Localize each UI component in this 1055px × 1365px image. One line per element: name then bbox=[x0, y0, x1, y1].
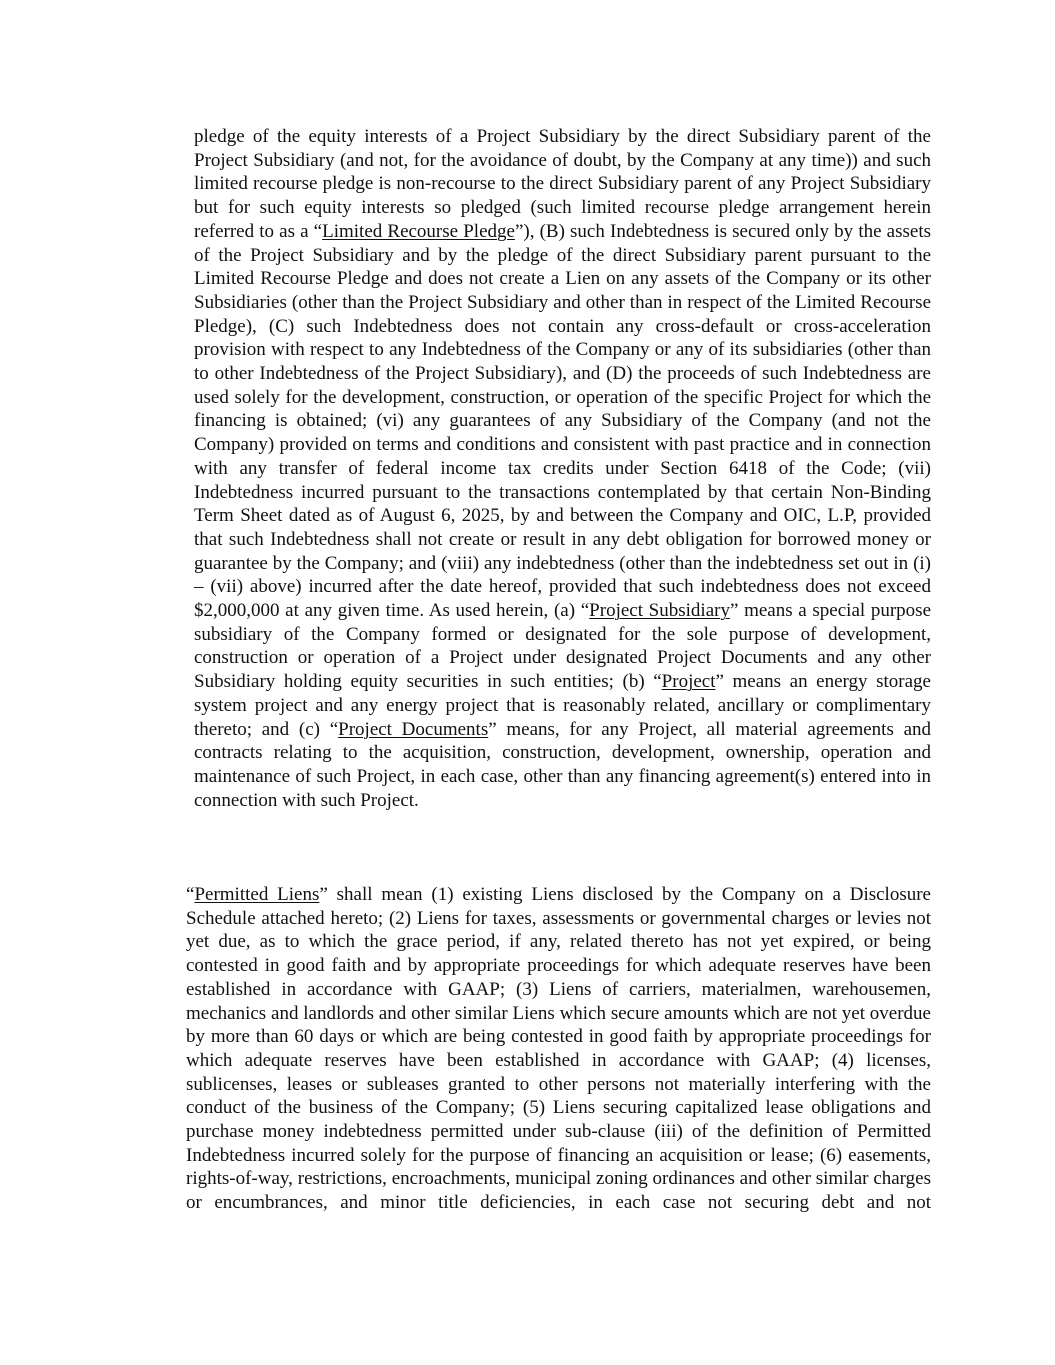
text-segment: ” means, for any Project, all material agreements and contracts relating to the acquisition, construction, development, ownership, operation and maintenance of such Project, in each case, other than any financing agreement(s) entered into in connection with such Project. bbox=[194, 718, 932, 811]
paragraph-permitted-liens bbox=[186, 883, 931, 1215]
defined-term-limited-recourse-pledge: Limited Recourse Pledge bbox=[322, 220, 515, 242]
defined-term-project-documents: Project Documents bbox=[338, 718, 489, 740]
defined-term-project-subsidiary: Project Subsidiary bbox=[589, 600, 730, 622]
defined-term-project: Project bbox=[661, 671, 716, 693]
paragraph-permitted-indebtedness-continuation bbox=[194, 125, 931, 812]
text-segment: ” means a special purpose subsidiary of the Company formed or designated for the sole purpose of development, construction or operation of a Project under designated Project Documents and any other Subsidiary holding equity securities in such entities; (b) “ bbox=[194, 600, 931, 693]
text-segment: pledge of the equity interests of a Project Subsidiary by the direct Subsidiary parent of the Project Subsidiary (and not, for the avoidance of doubt, by the Company at any time)) and such limited recourse pledge is non-recourse to the direct Subsidiary parent of any Project Subsidiary but for such equity interests so pledged (such limited recourse pledge arrangement herein referred to as a “ bbox=[194, 126, 931, 242]
text-segment: ”), (B) such Indebtedness is secured only by the assets of the Project Subsidiary and by the pledge of the direct Subsidiary parent pursuant to the Limited Recourse Pledge and does not create a Lien on any assets of the Company or its other Subsidiaries (other than the Project Subsidiary and other than in respect of the Limited Recourse Pledge), (C) such Indebtedness does not contain any cross-default or cross-acceleration provision with respect to any Indebtedness of the Company or any of its subsidiaries (other than to other Indebtedness of the Project Subsidiary), and (D) the proceeds of such Indebtedness are used solely for the development, construction, or operation of the specific Project for which the financing is obtained; (vi) any guarantees of any Subsidiary of the Company (and not the Company) provided on terms and conditions and consistent with past practice and in connection with any transfer of federal income tax credits under Section 6418 of the Code; (vii) Indebtedness incurred pursuant to the transactions contemplated by that certain Non-Binding Term Sheet dated as of August 6, 2025, by and between the Company and OIC, L.P, provided that such Indebtedness shall not create or result in any debt obligation for borrowed money or guarantee by the Company; and (viii) any indebtedness (other than the indebtedness set out in (i) – (vii) above) incurred after the date hereof, provided that such indebtedness does not exceed $2,000,000 at any given time. As used herein, (a) “ bbox=[194, 220, 931, 622]
text-segment: ” shall mean (1) existing Liens disclosed by the Company on a Disclosure Schedule attached hereto; (2) Liens for taxes, assessments or governmental charges or levies not yet due, as to which the grace period, if any, related thereto has not yet expired, or being contested in good faith and by appropriate proceedings for which adequate reserves have been established in accordance with GAAP; (3) Liens of carriers, materialmen, warehousemen, mechanics and landlords and other similar Liens which secure amounts which are not yet overdue by more than 60 days or which are being contested in good faith by appropriate proceedings for which adequate reserves have been established in accordance with GAAP; (4) licenses, sublicenses, leases or subleases granted to other persons not materially interfering with the conduct of the business of the Company; (5) Liens securing capitalized lease obligations and purchase money indebtedness permitted under sub-clause (iii) of the definition of Permitted Indebtedness incurred solely for the purpose of financing an acquisition or lease; (6) easements, rights-of-way, restrictions, encroachments, municipal zoning ordinances and other similar charges or encumbrances, and minor title deficiencies, in each case not securing debt and not bbox=[186, 884, 931, 1214]
text-segment: “ bbox=[186, 884, 195, 905]
defined-term-permitted-liens: Permitted Liens bbox=[194, 884, 320, 905]
text-segment: ” means an energy storage system project and any energy project that is reasonably related, ancillary or complimentary thereto; and (c) “ bbox=[194, 671, 931, 740]
